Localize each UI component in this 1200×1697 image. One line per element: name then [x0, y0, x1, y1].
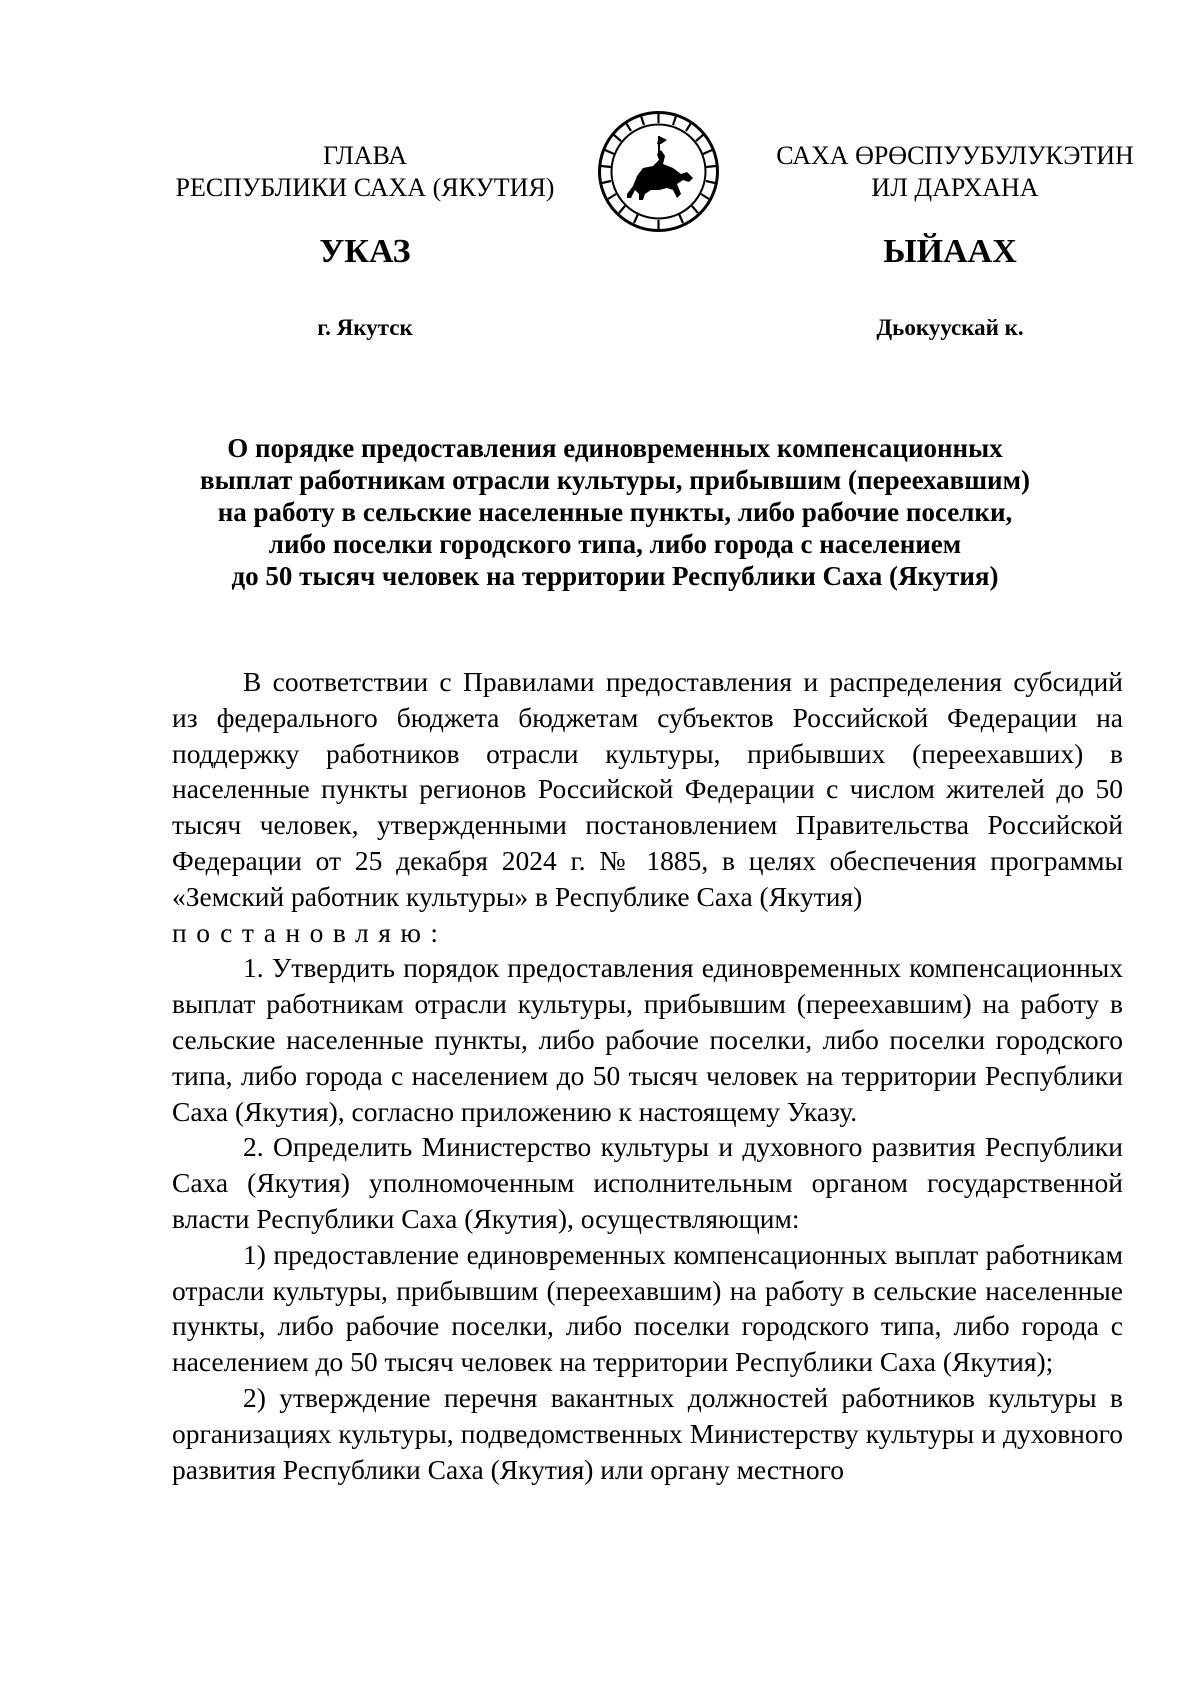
emblem-icon	[597, 110, 720, 233]
item-2-1-paragraph: 1) предоставление единовременных компенсационных выплат работникам отрасли культуры, прибывшим (переехавшим) на работу в сельские населенные пункты, либо рабочие поселки, либо поселки городского типа, либо города с населением до 50 тысяч человек на территории Республики Саха (Якутия);	[172, 1238, 1123, 1378]
preamble-paragraph: В соответствии с Правилами предоставления и распределения субсидий из федерального бюджета бюджетам субъектов Российской Федерации на поддержку работников отрасли культуры, прибывших (переехавших) в населенные пункты регионов Российской Федерации с числом жителей до 50 тысяч человек, утвержденными постановлением Правительства Российской Федерации от 25 декабря 2024 г. № 1885, в целях обеспечения программы «Земский работник культуры» в Республике Саха (Якутия)	[172, 666, 1123, 912]
header-right-line2: ИЛ ДАРХАНА	[871, 173, 1039, 202]
title-line: О порядке предоставления единовременных компенсационных	[227, 433, 1003, 463]
item-2-2-paragraph: 2) утверждение перечня вакантных должностей работников культуры в организациях культуры, подведомственных Министерству культуры и духовного развития Республики Саха (Якутия) или органу местного	[172, 1381, 1123, 1485]
city-russian: г. Якутск	[317, 315, 413, 340]
header-left-line1: ГЛАВА	[323, 141, 407, 170]
header-left-line2: РЕСПУБЛИКИ САХА (ЯКУТИЯ)	[175, 173, 555, 202]
item-2-paragraph: 2. Определить Министерство культуры и духовного развития Республики Саха (Якутия) уполномоченным исполнительным органом государственной власти Республики Саха (Якутия), осуществляющим:	[172, 1131, 1123, 1234]
header-right	[755, 140, 1155, 204]
header-left	[150, 140, 580, 204]
document-title	[150, 432, 1080, 592]
city-sakha: Дьокуускай к.	[876, 315, 1024, 340]
resolve-word: постановляю:	[172, 916, 448, 948]
decree-label-russian: УКАЗ	[319, 233, 411, 270]
title-line: выплат работникам отрасли культуры, прибывшим (переехавшим)	[200, 465, 1030, 495]
title-line: на работу в сельские населенные пункты, либо рабочие поселки,	[217, 497, 1013, 527]
decree-label-sakha: ЫЙААХ	[883, 233, 1017, 270]
coat-of-arms-emblem	[597, 110, 720, 233]
resolve-paragraph	[172, 915, 1123, 951]
document-body	[172, 664, 1123, 1487]
title-line: до 50 тысяч человек на территории Республики Саха (Якутия)	[231, 561, 999, 591]
title-line: либо поселки городского типа, либо города с населением	[268, 529, 962, 559]
header-right-line1: САХА ӨРӨСПУУБУЛУКЭТИН	[776, 141, 1134, 170]
item-1-paragraph: 1. Утвердить порядок предоставления единовременных компенсационных выплат работникам отрасли культуры, прибывшим (переехавшим) на работу в сельские населенные пункты, либо рабочие поселки, либо поселки городского типа, либо города с населением до 50 тысяч человек на территории Республики Саха (Якутия), согласно приложению к настоящему Указу.	[172, 952, 1123, 1127]
